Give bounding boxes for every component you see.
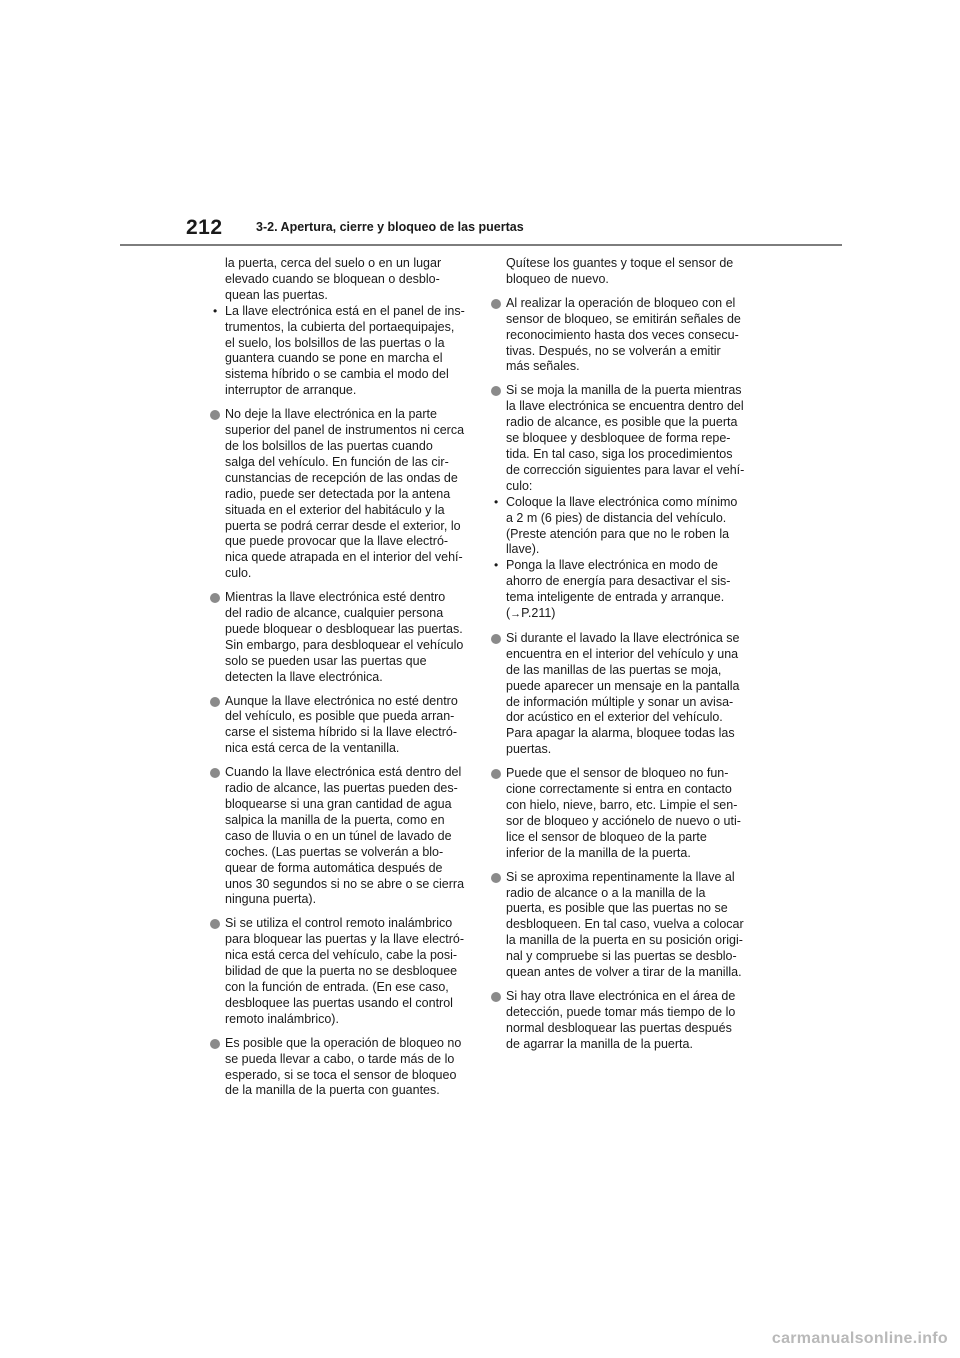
bullet-circle-icon xyxy=(210,697,220,707)
bullet-circle-icon xyxy=(491,386,501,396)
paragraph xyxy=(491,631,749,758)
paragraph xyxy=(491,296,749,376)
paragraph-text: Puede que el sensor de bloqueo no fun- cione correctamente si entra en contacto con hielo, nieve, barro, etc. Limpie el sen- sor de bloqueo y acciónelo de nuevo o uti- lice el sensor de bloqueo de la parte inferior de la manilla de la puerta. xyxy=(506,766,741,860)
sub-list-text: Ponga la llave electrónica en modo de ahorro de energía para desactivar el sis- tema inteligente de entrada y arranque. xyxy=(506,558,731,605)
watermark-logo[interactable]: carmanualsonline.info xyxy=(771,1330,948,1347)
page-reference-link[interactable]: (→P.211) xyxy=(506,606,556,621)
paragraph xyxy=(210,590,468,685)
continuation-text: la puerta, cerca del suelo o en un lugar elevado cuando se bloquean o desblo- quean las puertas. xyxy=(225,256,442,302)
paragraph xyxy=(491,870,749,981)
section-title: 3-2. Apertura, cierre y bloqueo de las puertas xyxy=(256,220,524,234)
paragraph-text: Mientras la llave electrónica esté dentro del radio de alcance, cualquier persona puede bloquear o desbloquear las puertas. Sin embargo, para desbloquear el vehículo solo se pueden usar las puertas que detecten la llave electrónica. xyxy=(225,590,464,684)
bullet-circle-icon xyxy=(491,873,501,883)
paragraph xyxy=(491,383,749,494)
sub-list-item xyxy=(491,495,749,559)
paragraph-text: Al realizar la operación de bloqueo con el sensor de bloqueo, se emitirán señales de reconocimiento hasta dos veces consecu- tivas. Después, no se volverán a emitir más señales. xyxy=(506,295,741,374)
paragraph-text: Aunque la llave electrónica no esté dentro del vehículo, es posible que pueda arran- carse el sistema híbrido si la llave electró- nica está cerca de la ventanilla. xyxy=(225,693,458,756)
paragraph-text: Si se utiliza el control remoto inalámbrico para bloquear las puertas y la llave electró- nica está cerca del vehículo, cabe la posi- bilidad de que la puerta no se desbloquee con la función de entrada. (En ese caso, desbloquee las puertas usando el control remoto inalámbrico). xyxy=(225,916,465,1026)
sub-list-text: Coloque la llave electrónica como mínimo a 2 m (6 pies) de distancia del vehículo. (Preste atención para que no le roben la llave). xyxy=(506,494,738,557)
sub-bullet-icon: • xyxy=(494,494,499,509)
bullet-circle-icon xyxy=(210,593,220,603)
paragraph-text: Si hay otra llave electrónica en el área de detección, puede tomar más tiempo de lo normal desbloquear las puertas después de agarrar la manilla de la puerta. xyxy=(506,988,736,1051)
paragraph xyxy=(210,694,468,758)
paragraph xyxy=(210,1036,468,1100)
paragraph-text: No deje la llave electrónica en la parte superior del panel de instrumentos ni cerca de los bolsillos de las puertas cuando salga del vehículo. En función de las cir- cunstancias de recepción de las ondas de radio, puede ser detectada por la antena situada en el exterior del habitáculo y la puerta se podrá cerrar desde el exterior, lo que puede provocar que la llave electró- nica quede atrapada en el interior del vehí- culo. xyxy=(225,407,465,581)
paragraph xyxy=(210,407,468,582)
bullet-circle-icon xyxy=(491,992,501,1002)
bullet-circle-icon xyxy=(491,634,501,644)
bullet-circle-icon xyxy=(491,769,501,779)
paragraph-text: Cuando la llave electrónica está dentro del radio de alcance, las puertas pueden des- bloquearse si una gran cantidad de agua salpica la manilla de la puerta, como en caso de lluvia o en un túnel de lavado de coches. (Las puertas se volverán a blo- quear de forma automática después de unos 30 segundos si no se abre o se cierra ninguna puerta). xyxy=(225,765,465,907)
sub-list-text: La llave electrónica está en el panel de ins- trumentos, la cubierta del portaequipajes, el suelo, los bolsillos de las puertas o la guantera cuando se pone en marcha el sistema híbrido o se cambia el modo del interruptor de arranque. xyxy=(225,303,465,398)
paragraph-text: Si se moja la manilla de la puerta mientras la llave electrónica se encuentra dentro del radio de alcance, es posible que la puerta se bloquee y desbloquee de forma repe- tida. En tal caso, siga los procedimientos de corrección siguientes para lavar el vehí- culo: xyxy=(506,383,745,493)
paragraph xyxy=(210,765,468,908)
continuation-text: Quítese los guantes y toque el sensor de bloqueo de nuevo. xyxy=(506,256,734,286)
sub-list-item xyxy=(491,558,749,623)
paragraph-text: Es posible que la operación de bloqueo no se pueda llevar a cabo, o tarde más de lo esperado, si se toca el sensor de bloqueo de la manilla de la puerta con guantes. xyxy=(225,1035,462,1098)
paragraph xyxy=(491,766,749,861)
right-column xyxy=(491,256,749,1053)
page-number: 212 xyxy=(186,216,223,239)
bullet-circle-icon xyxy=(491,299,501,309)
paragraph xyxy=(491,989,749,1053)
sub-bullet-icon: • xyxy=(494,558,499,573)
bullet-circle-icon xyxy=(210,919,220,929)
arrow-right-icon: → xyxy=(510,608,522,621)
paragraph-text: Si se aproxima repentinamente la llave al radio de alcance o a la manilla de la puerta, es posible que las puertas no se desbloqueen. En tal caso, vuelva a colocar la manilla de la puerta en su posición origi- nal y compruebe si las puertas se desblo- quean antes de volver a tirar de la manilla. xyxy=(506,869,744,980)
bullet-circle-icon xyxy=(210,768,220,778)
paragraph xyxy=(210,916,468,1027)
sub-bullet-icon: • xyxy=(213,303,218,318)
bullet-circle-icon xyxy=(210,1039,220,1049)
header-rule xyxy=(120,244,842,246)
bullet-circle-icon xyxy=(210,410,220,420)
sub-list-item xyxy=(210,304,468,399)
paragraph-text: Si durante el lavado la llave electrónica se encuentra en el interior del vehículo y una de las manillas de las puertas se moja, puede aparecer un mensaje en la pantalla de información múltiple y sonar un avisa- dor acústico en el exterior del vehículo. Para apagar la alarma, bloquee todas las puertas. xyxy=(506,630,740,757)
left-column xyxy=(210,256,468,1099)
